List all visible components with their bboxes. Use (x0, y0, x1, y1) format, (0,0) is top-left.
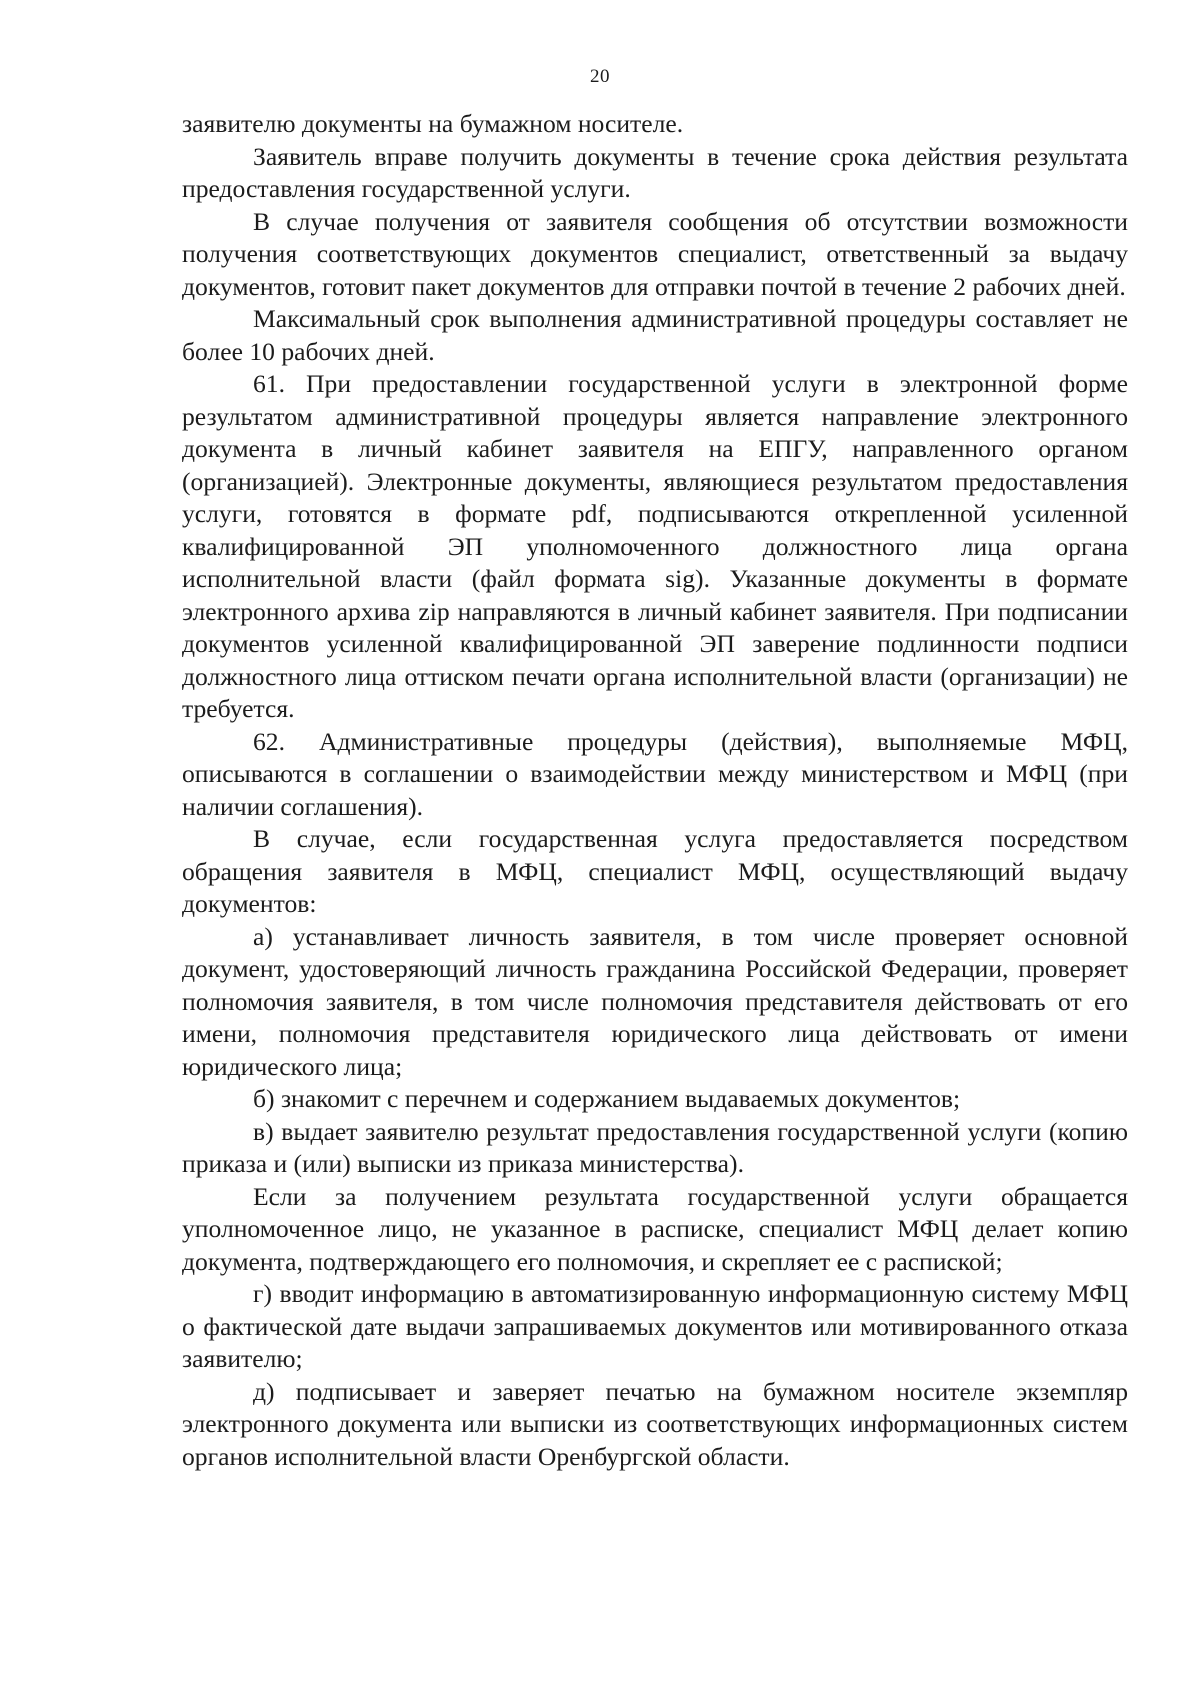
list-item-d: д) подписывает и заверяет печатью на бумажном носителе экземпляр электронного документа или выписки из соответствующих информационных систем органов исполнительной власти Оренбургской области. (182, 1376, 1128, 1471)
page-number: 20 (590, 66, 610, 87)
paragraph-62-mfc-procedures: 62. Административные процедуры (действия), выполняемые МФЦ, описываются в соглашении о взаимодействии между министерством и МФЦ (при наличии соглашения). (182, 726, 1128, 821)
paragraph-continuation: заявителю документы на бумажном носителе. (182, 109, 684, 138)
list-item-a: а) устанавливает личность заявителя, в том числе проверяет основной документ, удостоверяющий личность гражданина Российской Федерации, проверяет полномочия заявителя, в том числе полномочия представителя действовать от его имени, полномочия представителя юридического лица действовать от имени юридического лица; (182, 921, 1128, 1081)
document-body (182, 108, 1128, 1473)
paragraph-postal-delivery: В случае получения от заявителя сообщения об отсутствии возможности получения соответствующих документов специалист, ответственный за выдачу документов, готовит пакет документов для отправки почтой в течение 2 рабочих дней. (182, 206, 1128, 301)
paragraph-mfc-specialist: В случае, если государственная услуга предоставляется посредством обращения заявителя в МФЦ, специалист МФЦ, осуществляющий выдачу документов: (182, 824, 1128, 918)
paragraph-receipt-period: Заявитель вправе получить документы в течение срока действия результата предоставления государственной услуги. (182, 141, 1128, 203)
list-item-g: г) вводит информацию в автоматизированную информационную систему МФЦ о фактической дате выдачи запрашиваемых документов или мотивированного отказа заявителю; (182, 1279, 1128, 1373)
paragraph-max-term: Максимальный срок выполнения административной процедуры составляет не более 10 рабочих дней. (182, 304, 1128, 366)
paragraph-61-electronic-result: 61. При предоставлении государственной услуги в электронной форме результатом административной процедуры является направление электронного документа в личный кабинет заявителя на ЕПГУ, направленного органом (организацией). Электронные документы, являющиеся результатом предоставления услуги, готовятся в формате pdf, подписываются открепленной усиленной квалифицированной ЭП уполномоченного должностного лица органа исполнительной власти (файл формата sig). Указанные документы в формате электронного архива zip направляются в личный кабинет заявителя. При подписании документов усиленной квалифицированной ЭП заверение подлинности подписи должностного лица оттиском печати органа исполнительной власти (организации) не требуется. (182, 369, 1128, 723)
list-item-v: в) выдает заявителю результат предоставления государственной услуги (копию приказа и (или) выписки из приказа министерства). (182, 1116, 1128, 1178)
paragraph-authorized-person: Если за получением результата государственной услуги обращается уполномоченное лицо, не указанное в расписке, специалист МФЦ делает копию документа, подтверждающего его полномочия, и скрепляет ее с распиской; (182, 1181, 1128, 1276)
list-item-b: б) знакомит с перечнем и содержанием выдаваемых документов; (253, 1084, 961, 1113)
